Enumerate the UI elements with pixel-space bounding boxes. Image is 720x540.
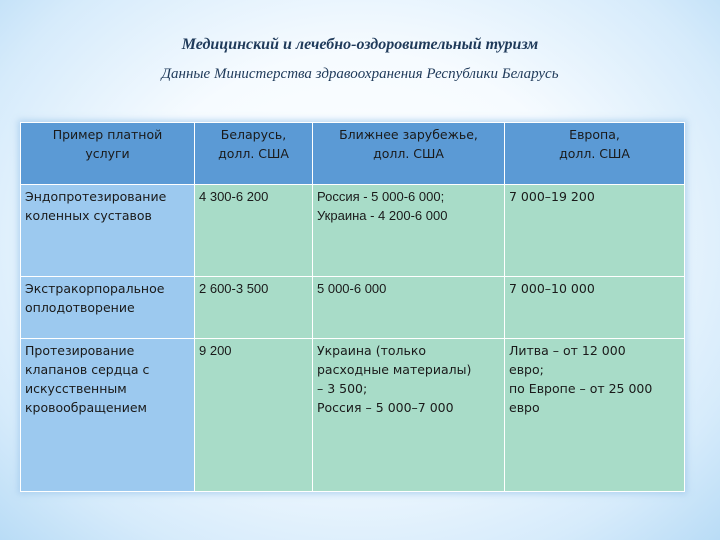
slide-title: Медицинский и лечебно-оздоровительный туризм [181,36,539,53]
table-header-row [21,123,685,185]
cell-belarus-price: 9 200 [195,339,313,492]
header-service: Пример платной услуги [21,123,195,185]
table-row [21,185,685,277]
header-europe: Европа, долл. США [505,123,685,185]
cell-belarus-price: 2 600-3 500 [195,277,313,339]
header-near-abroad: Ближнее зарубежье, долл. США [313,123,505,185]
cell-europe-price: Литва – от 12 000 евро; по Европе – от 25 000 евро [505,339,685,492]
table-row [21,277,685,339]
table-row [21,339,685,492]
cell-service: Эндопротезирование коленных суставов [21,185,195,277]
cell-service: Протезирование клапанов сердца с искусственным кровообращением [21,339,195,492]
cell-europe-price: 7 000–10 000 [505,277,685,339]
tourism-prices-table [20,122,685,492]
cell-near-abroad-price: Россия - 5 000-6 000; Украина - 4 200-6 000 [313,185,505,277]
cell-service: Экстракорпоральное оплодотворение [21,277,195,339]
cell-europe-price: 7 000–19 200 [505,185,685,277]
slide-subtitle: Данные Министерства здравоохранения Республики Беларусь [161,66,559,82]
cell-near-abroad-price: 5 000-6 000 [313,277,505,339]
header-belarus: Беларусь, долл. США [195,123,313,185]
cell-near-abroad-price: Украина (только расходные материалы) – 3 500; Россия – 5 000–7 000 [313,339,505,492]
cell-belarus-price: 4 300-6 200 [195,185,313,277]
